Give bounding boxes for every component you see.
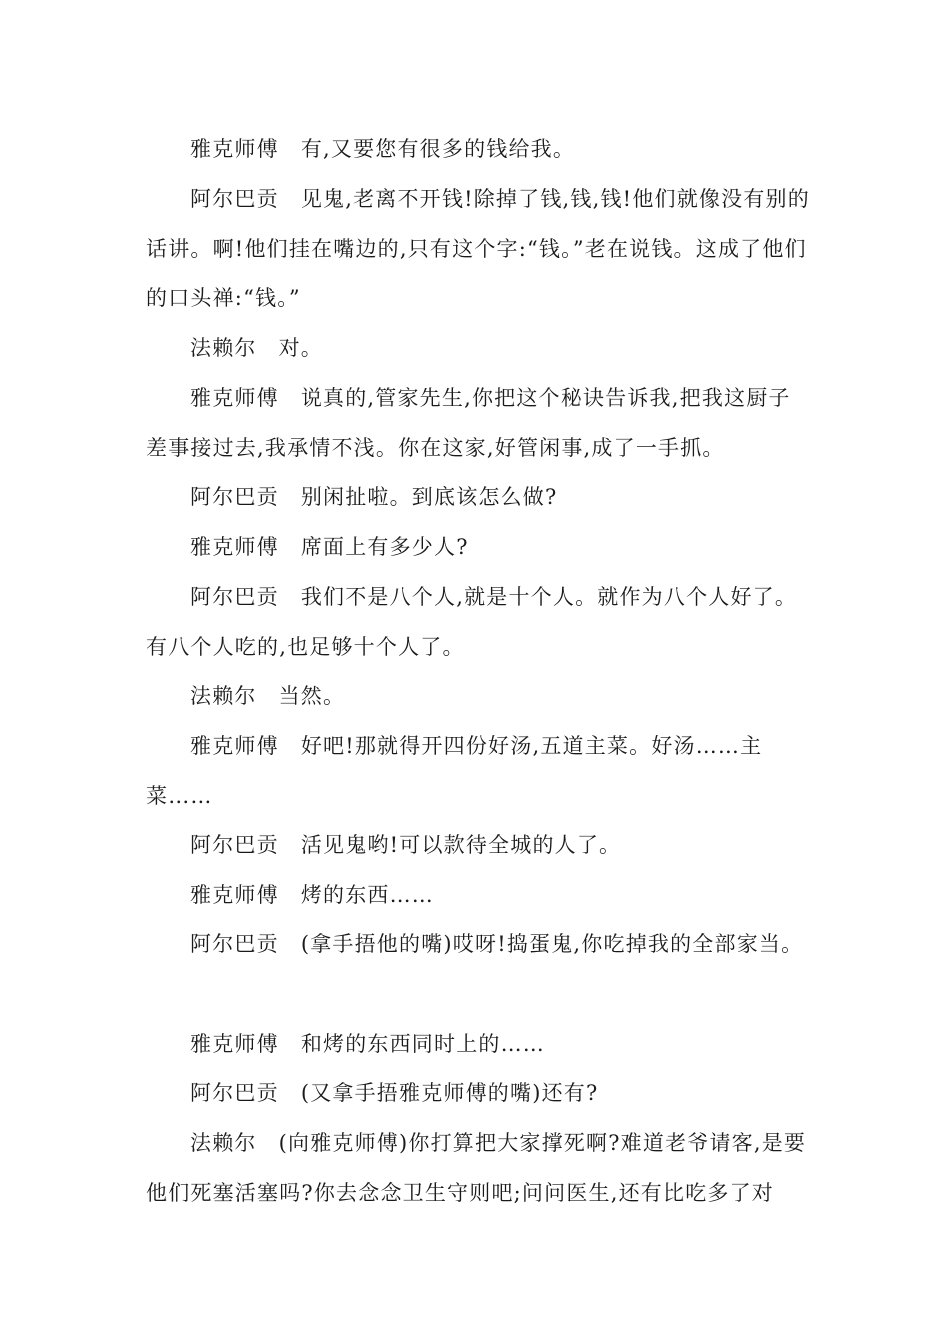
dialogue-text: 说真的,管家先生,你把这个秘诀告诉我,把我这厨子差事接过去,我承情不浅。你在这家,好管闲事,成了一手抓。 (146, 386, 791, 460)
dialogue-line (146, 324, 810, 374)
speaker-name: 阿尔巴贡 (190, 932, 279, 956)
speaker-name: 阿尔巴贡 (190, 833, 279, 857)
dialogue-text: 好吧!那就得开四份好汤,五道主菜。好汤……主菜…… (146, 734, 763, 808)
dialogue-text: 对。 (278, 336, 324, 360)
speaker-name: 雅克师傅 (190, 1032, 279, 1056)
dialogue-line (146, 125, 810, 175)
speaker-name: 阿尔巴贡 (190, 187, 279, 211)
speaker-name: 法赖尔 (190, 1131, 257, 1155)
dialogue-line (146, 1119, 810, 1218)
speaker-name: 雅克师傅 (190, 883, 279, 907)
dialogue-text: (向雅克师傅)你打算把大家撑死啊?难道老爷请客,是要他们死塞活塞吗?你去念念卫生守则吧;问问医生,还有比吃多了对 (146, 1131, 807, 1205)
speaker-name: 法赖尔 (190, 684, 257, 708)
speaker-name: 雅克师傅 (190, 137, 279, 161)
dialogue-text: 和烤的东西同时上的…… (300, 1032, 546, 1056)
dialogue-line (146, 473, 810, 523)
speaker-name: 法赖尔 (190, 336, 257, 360)
speaker-name: 雅克师傅 (190, 386, 279, 410)
dialogue-line (146, 672, 810, 722)
dialogue-text: 有,又要您有很多的钱给我。 (300, 137, 576, 161)
dialogue-text: 见鬼,老离不开钱!除掉了钱,钱,钱!他们就像没有别的话讲。啊!他们挂在嘴边的,只有这个字:“钱。”老在说钱。这成了他们的口头禅:“钱。” (146, 187, 810, 310)
dialogue-line (146, 523, 810, 573)
dialogue-text: 席面上有多少人? (300, 535, 469, 559)
dialogue-line (146, 920, 810, 970)
dialogue-text: (拿手捂他的嘴)哎呀!捣蛋鬼,你吃掉我的全部家当。 (300, 932, 804, 956)
speaker-name: 阿尔巴贡 (190, 1081, 279, 1105)
dialogue-line (146, 871, 810, 921)
dialogue-line (146, 821, 810, 871)
speaker-name: 阿尔巴贡 (190, 585, 279, 609)
dialogue-text: 活见鬼哟!可以款待全城的人了。 (300, 833, 622, 857)
dialogue-line (146, 722, 810, 821)
speaker-name: 雅克师傅 (190, 734, 279, 758)
dialogue-line (146, 1020, 810, 1070)
dialogue-text: (又拿手捂雅克师傅的嘴)还有? (300, 1081, 599, 1105)
dialogue-line (146, 374, 810, 473)
dialogue-text: 烤的东西…… (300, 883, 435, 907)
dialogue-text: 当然。 (278, 684, 346, 708)
speaker-name: 阿尔巴贡 (190, 485, 279, 509)
speaker-name: 雅克师傅 (190, 535, 279, 559)
dialogue-text: 我们不是八个人,就是十个人。就作为八个人好了。有八个人吃的,也足够十个人了。 (146, 585, 798, 659)
dialogue-line (146, 175, 810, 324)
dialogue-line (146, 1069, 810, 1119)
dialogue-text: 别闲扯啦。到底该怎么做? (300, 485, 558, 509)
dialogue-line (146, 573, 810, 672)
